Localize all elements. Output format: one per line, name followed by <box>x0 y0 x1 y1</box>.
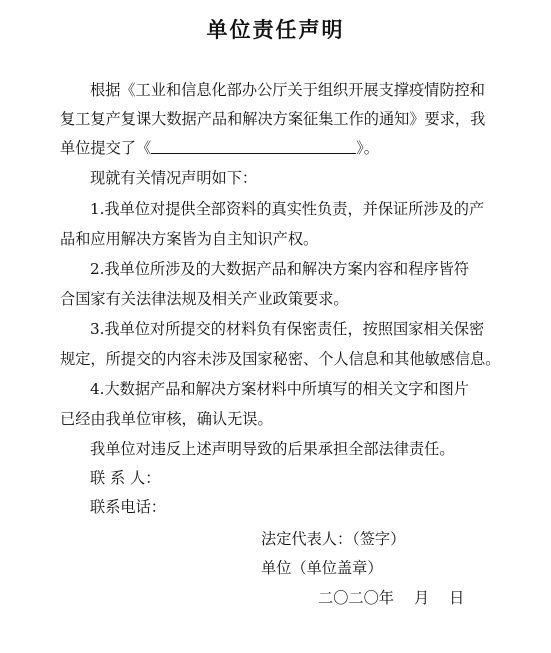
contact-person-label: 联 系 人： <box>90 469 161 487</box>
item-3-line-2: 规定，所提交的内容未涉及国家秘密、个人信息和其他敏感信息。 <box>60 350 501 368</box>
contact-phone-label: 联系电话： <box>90 498 166 516</box>
intro-line-1: 根据《工业和信息化部办公厅关于组织开展支撑疫情防控和 <box>90 81 485 99</box>
item-1-line-2: 品和应用解决方案皆为自主知识产权。 <box>60 230 319 248</box>
item-1-line-1: 1.我单位对提供全部资料的真实性负责，并保证所涉及的产 <box>90 200 485 218</box>
item-4-line-1: 4.大数据产品和解决方案材料中所填写的相关文字和图片 <box>90 380 469 398</box>
intro-line-3-suffix: 》。 <box>356 139 379 157</box>
intro-line-3 <box>60 137 379 158</box>
date-text: 二〇二〇年 月 日 <box>318 589 465 607</box>
page-title: 单位责任声明 <box>206 18 345 42</box>
item-2-line-1: 2.我单位所涉及的大数据产品和解决方案内容和程序皆符 <box>90 260 469 278</box>
intro-line-2: 复工复产复课大数据产品和解决方案征集工作的通知》要求，我 <box>60 110 486 128</box>
liability-statement: 我单位对违反上述声明导致的后果承担全部法律责任。 <box>90 440 455 458</box>
intro-line-3-prefix: 单位提交了《 <box>60 139 152 157</box>
unit-seal-label: 单位（单位盖章） <box>261 559 383 577</box>
item-2-line-2: 合国家有关法律法规及相关产业政策要求。 <box>60 290 349 308</box>
plan-name-blank <box>151 139 356 154</box>
item-3-line-1: 3.我单位对所提交的材料负有保密责任，按照国家相关保密 <box>90 320 485 338</box>
legal-representative-label: 法定代表人：（签字） <box>261 530 406 548</box>
item-4-line-2: 已经由我单位审核，确认无误。 <box>60 410 273 428</box>
statement-intro: 现就有关情况声明如下： <box>90 169 258 187</box>
